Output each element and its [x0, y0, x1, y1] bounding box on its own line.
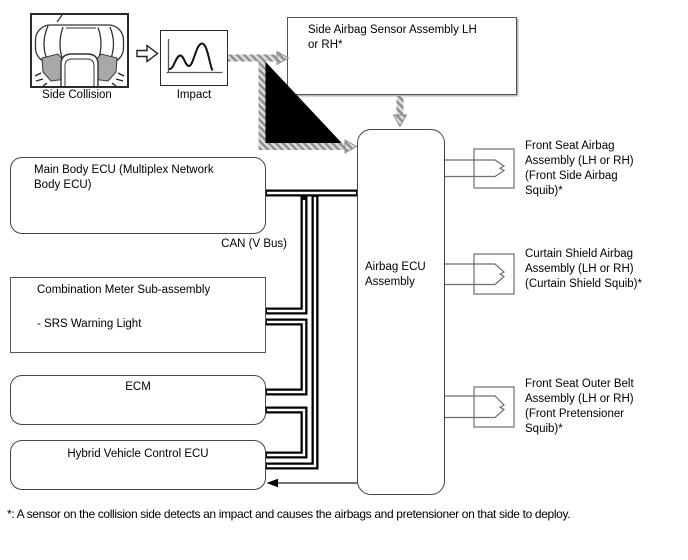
front-seat-outer-belt-label: Front Seat Outer Belt Assembly (LH or RH) (Front Pretensioner Squib)* — [525, 378, 634, 435]
can-bus-label: CAN (V Bus) — [221, 238, 287, 250]
footnote: *: A sensor on the collision side detects an impact and causes the airbags and pretensioner on that side to deploy. — [7, 507, 571, 521]
curtain-shield-airbag-label: Curtain Shield Airbag Assembly (LH or RH) (Curtain Shield Squib)* — [525, 248, 642, 290]
combination-meter-box — [10, 277, 266, 353]
hybrid-ecu-label: Hybrid Vehicle Control ECU — [67, 448, 209, 460]
sensor-box-label: Side Airbag Sensor Assembly LH — [308, 24, 477, 36]
side-collision-frame — [30, 13, 129, 88]
can-bus-lines — [266, 193, 357, 466]
side-collision-caption: Side Collision — [42, 89, 112, 101]
squib-connector-curtain-shield — [445, 254, 514, 294]
side-airbag-sensor-box — [287, 17, 517, 95]
ecm-label: ECM — [125, 381, 151, 393]
airbag-ecu-assembly-label: Airbag ECU Assembly — [365, 261, 426, 288]
hybrid-vehicle-control-ecu-box — [10, 440, 266, 490]
squib-connector-front-pretensioner — [445, 387, 514, 427]
combination-meter-title: Combination Meter Sub-assembly — [37, 284, 211, 296]
main-body-ecu-label: Body ECU) — [34, 179, 92, 191]
main-body-ecu-label: Main Body ECU (Multiplex Network — [34, 164, 214, 176]
return-arrow — [267, 479, 358, 487]
front-seat-airbag-label: Front Seat Airbag Assembly (LH or RH) (Front Side Airbag Squib)* — [525, 140, 634, 197]
main-body-ecu-box — [10, 157, 266, 234]
airbag-ecu-assembly-box — [357, 129, 445, 495]
ecm-box — [10, 375, 266, 425]
impact-caption: Impact — [176, 89, 212, 101]
srs-warning-light-item: - SRS Warning Light — [37, 318, 142, 330]
squib-connector-front-seat-airbag — [445, 149, 514, 188]
flow-arrow-icon — [137, 46, 158, 62]
sensor-box-label: or RH* — [308, 39, 343, 51]
hatched-arrow-sensor-to-airbag-ecu — [394, 96, 407, 127]
hatched-arrow-impact-to-sensor — [228, 52, 289, 65]
impact-graph-frame — [160, 30, 228, 86]
